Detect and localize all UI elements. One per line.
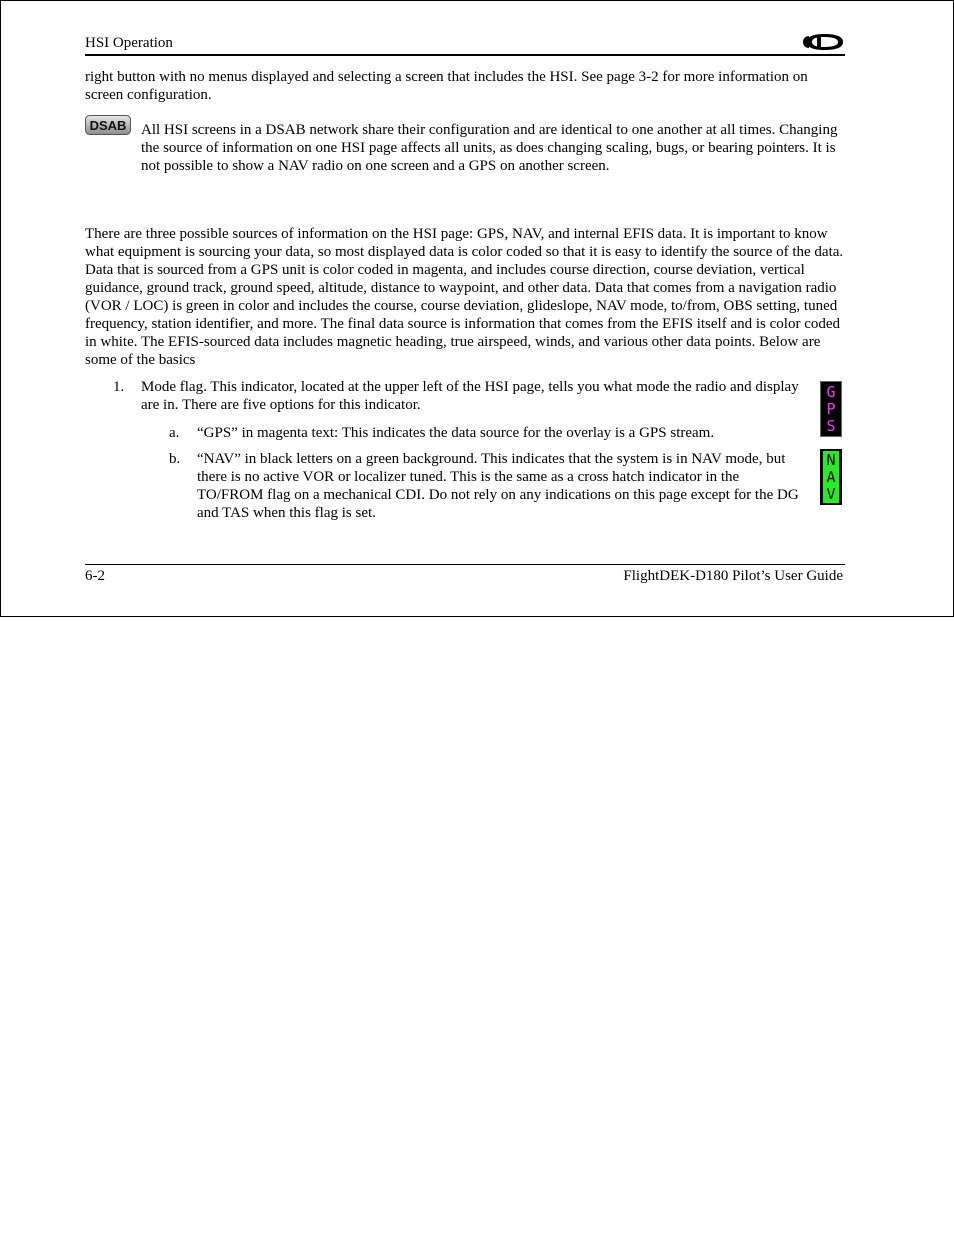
- document-page: [0, 0, 954, 617]
- sublist-item-letter: b.: [169, 451, 181, 467]
- data-sources-paragraph: There are three possible sources of information on the HSI page: GPS, NAV, and internal EFIS data. It is important to know what equipment is sourcing your data, so most displayed data is color coded so that it is easy to identify the source of the data. Data that is sourced from a GPS unit is color coded in magenta, and includes course direction, course deviation, vertical guidance, ground track, ground speed, altitude, distance to waypoint, and other data. Data that comes from a navigation radio (VOR / LOC) is green in color and includes the course, course deviation, glideslope, NAV mode, to/from, OBS setting, tuned frequency, station identifier, and more. The final data source is information that comes from the EFIS itself and is color coded in white. The EFIS-sourced data includes magnetic heading, true airspeed, winds, and various other data points. Below are some of the basics: [85, 226, 844, 368]
- sublist-item-text: “GPS” in magenta text: This indicates the data source for the overlay is a GPS stream.: [197, 425, 715, 441]
- nav-flag-letter-n: N: [826, 451, 836, 469]
- gps-flag-letter-s: S: [826, 417, 836, 435]
- nav-flag-letter-v: V: [826, 485, 836, 503]
- dsab-note-text: All HSI screens in a DSAB network share their configuration and are identical to one another at all times. Changing the source of information on one HSI page affects all units, as does changing scaling, bugs, or bearing pointers. It is not possible to show a NAV radio on one screen and a GPS on another screen.: [141, 122, 838, 174]
- gps-flag-letter-g: G: [826, 383, 836, 401]
- header-rule: [85, 54, 845, 56]
- footer-page-number: 6-2: [85, 568, 105, 584]
- sublist-item-text: “NAV” in black letters on a green background. This indicates that the system is in NAV mode, but there is no active VOR or localizer tuned. This is the same as a cross hatch indicator in the TO/FROM flag on a mechanical CDI. Do not rely on any indications on this page except for the DG and TAS when this flag is set.: [197, 451, 799, 521]
- header-section-title: HSI Operation: [85, 35, 173, 51]
- list-item-text: Mode flag. This indicator, located at the upper left of the HSI page, tells you what mode the radio and display are in. There are five options for this indicator.: [141, 379, 799, 413]
- sublist-item-letter: a.: [169, 425, 180, 441]
- footer-rule: [85, 564, 845, 565]
- nav-mode-flag-icon: [820, 449, 842, 505]
- footer-guide-title: FlightDEK-D180 Pilot’s User Guide: [623, 568, 843, 584]
- gps-mode-flag-icon: [820, 381, 842, 437]
- gps-flag-letter-p: P: [826, 400, 836, 418]
- nav-flag-letter-a: A: [826, 468, 836, 486]
- dsab-icon-label: DSAB: [89, 118, 127, 133]
- intro-paragraph: right button with no menus displayed and selecting a screen that includes the HSI. See page 3-2 for more information on screen configuration.: [85, 69, 808, 103]
- dsab-icon: [85, 115, 131, 135]
- list-item-number: 1.: [113, 379, 125, 395]
- dynon-logo-icon: [801, 32, 845, 52]
